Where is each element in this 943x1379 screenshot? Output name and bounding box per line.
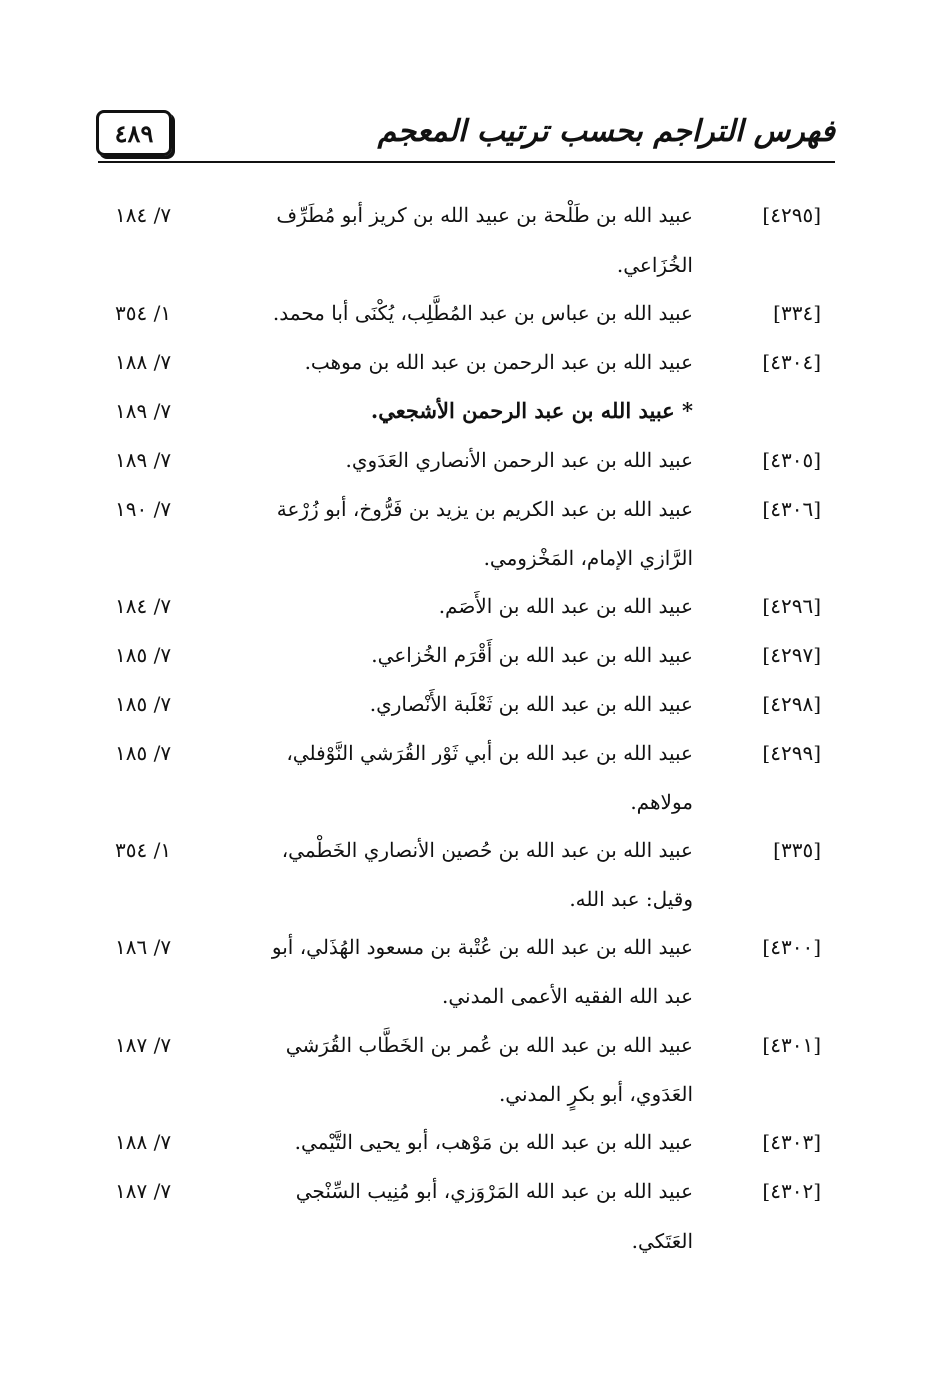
entry-text: عبيد الله بن عبد الله بن أبي ثَوْر القُرَشي النَّوْفلي، [286, 741, 693, 765]
entry-text-continued: الرَّازي الإمام، المَخْزومي. [483, 546, 693, 570]
entry-number: [٤٢٩٨] [762, 692, 821, 716]
entry-reference: ٧/ ١٩٠ [115, 497, 172, 521]
entry-reference: ٧/ ١٨٨ [115, 1130, 172, 1154]
entry-text: عبيد الله بن عبد الله بن حُصين الأنصاري الخَطْمي، [281, 838, 693, 862]
entry-text-continued: العَدَوي، أبو بكرٍ المدني. [498, 1082, 693, 1106]
entry-text: عبيد الله بن عبد الله المَرْوَزي، أبو مُنِيب السِّنْجي [295, 1179, 693, 1203]
entry-text-bold: * عبيد الله بن عبد الرحمن الأشجعي. [370, 398, 693, 423]
entry-text: عبيد الله بن عبد الله بن عُمر بن الخَطَّاب القُرَشي [285, 1033, 693, 1057]
entry-reference: ٧/ ١٨٧ [115, 1179, 172, 1203]
running-title: فهرس التراجم بحسب ترتيب المعجم [377, 114, 835, 149]
entry-number: [٣٣٥] [773, 838, 821, 862]
entry-number: [٤٣٠٤] [762, 350, 821, 374]
entry-number: [٤٣٠٦] [762, 497, 821, 521]
entry-text-continued: عبد الله الفقيه الأعمى المدني. [442, 984, 693, 1008]
entry-number: [٤٣٠٣] [762, 1130, 821, 1154]
entry-text-continued: وقيل: عبد الله. [569, 887, 693, 911]
entry-text-continued: الخُزَاعي. [616, 253, 693, 277]
entry-reference: ٧/ ١٨٨ [115, 350, 172, 374]
page-number: ٤٨٩ [96, 110, 172, 156]
entry-text: عبيد الله بن طَلْحة بن عبيد الله بن كريز أبو مُطَرِّف [276, 203, 693, 227]
entry-number: [٤٣٠٥] [762, 448, 821, 472]
entry-reference: ١/ ٣٥٤ [115, 301, 172, 325]
entry-text: عبيد الله بن عبد الله بن عُتْبة بن مسعود الهُذَلي، أبو [271, 935, 693, 959]
entry-reference: ٧/ ١٨٩ [115, 399, 172, 423]
entry-text-continued: مولاهم. [630, 790, 693, 814]
entry-reference: ٧/ ١٨٥ [115, 643, 172, 667]
entry-text: عبيد الله بن عبد الله بن الأَصَم. [438, 594, 693, 618]
entry-reference: ٧/ ١٨٧ [115, 1033, 172, 1057]
entry-text: عبيد الله بن عبد الله بن مَوْهب، أبو يحيى التَّيْمي. [294, 1130, 693, 1154]
entry-reference: ٧/ ١٨٤ [115, 594, 172, 618]
entry-reference: ٧/ ١٨٥ [115, 692, 172, 716]
entry-text: عبيد الله بن عبد الكريم بن يزيد بن فَرُّوخ، أبو زُرْعة [276, 497, 693, 521]
entry-number: [٤٣٠٢] [762, 1179, 821, 1203]
entry-text: عبيد الله بن عباس بن عبد المُطَّلِب، يُكْنَى أبا محمد. [272, 301, 693, 325]
entry-reference: ٧/ ١٨٥ [115, 741, 172, 765]
entry-number: [٤٢٩٧] [762, 643, 821, 667]
entry-reference: ١/ ٣٥٤ [115, 838, 172, 862]
entry-number: [٤٣٠١] [762, 1033, 821, 1057]
entry-text: عبيد الله بن عبد الله بن ثَعْلَبة الأَنْصاري. [369, 692, 693, 716]
entry-reference: ٧/ ١٨٩ [115, 448, 172, 472]
entry-number: [٤٢٩٩] [762, 741, 821, 765]
entry-text: عبيد الله بن عبد الرحمن بن عبد الله بن موهب. [304, 350, 693, 374]
entry-reference: ٧/ ١٨٤ [115, 203, 172, 227]
entry-number: [٤٣٠٠] [762, 935, 821, 959]
entry-number: [٣٣٤] [773, 301, 821, 325]
entry-number: [٤٢٩٦] [762, 594, 821, 618]
entry-text: عبيد الله بن عبد الرحمن الأنصاري العَدَوي. [345, 448, 693, 472]
entry-text: عبيد الله بن عبد الله بن أَقْرَم الخُزاعي. [371, 643, 693, 667]
entry-text-continued: العَتَكي. [631, 1229, 693, 1253]
entry-reference: ٧/ ١٨٦ [115, 935, 172, 959]
entry-number: [٤٢٩٥] [762, 203, 821, 227]
